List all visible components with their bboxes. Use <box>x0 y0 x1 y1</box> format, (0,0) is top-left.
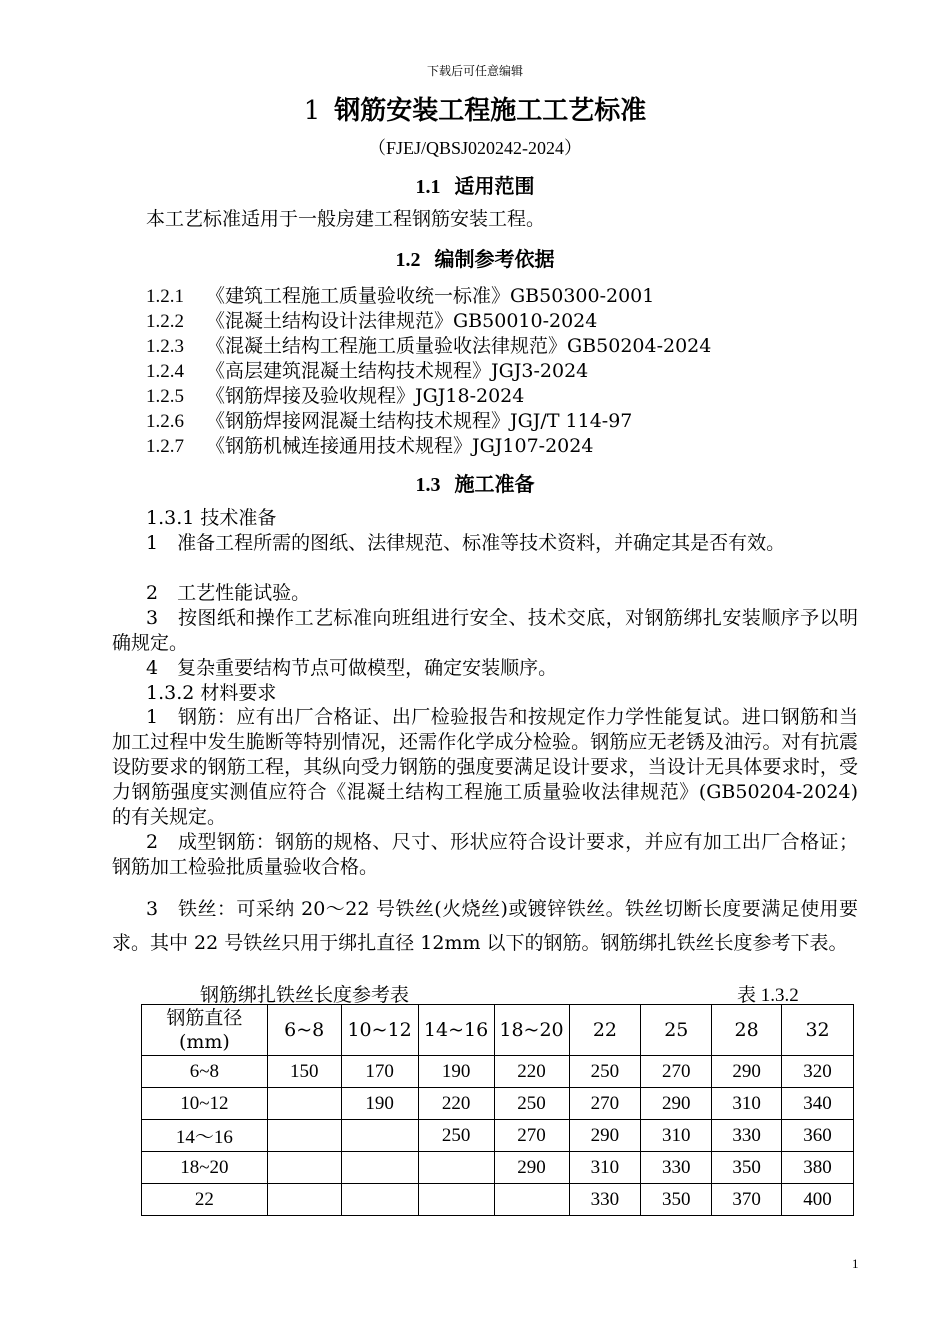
section-number: 1.2 <box>395 249 421 271</box>
table-cell: 270 <box>494 1120 569 1152</box>
table-header-cell: 10~12 <box>341 1005 418 1056</box>
table-header-cell: 6~8 <box>267 1005 341 1056</box>
subsection-1-3-1: 1.3.1 技术准备 <box>146 507 277 529</box>
reference-item <box>146 306 597 333</box>
reference-item <box>146 356 588 383</box>
title-number: 1 <box>303 96 321 126</box>
reference-item <box>146 331 711 358</box>
table-cell <box>494 1184 569 1216</box>
table-header-cell: 14~16 <box>418 1005 494 1056</box>
table-cell: 290 <box>494 1152 569 1184</box>
table-cell <box>341 1184 418 1216</box>
table-cell: 250 <box>418 1120 494 1152</box>
table-cell <box>267 1088 341 1120</box>
table-cell: 290 <box>569 1120 641 1152</box>
table-header-cell: 25 <box>641 1005 712 1056</box>
table-row <box>142 1088 854 1120</box>
section-title: 编制参考依据 <box>434 247 555 271</box>
reference-number: 1.2.5 <box>146 386 184 407</box>
table-cell: 360 <box>782 1120 854 1152</box>
table-cell: 170 <box>341 1056 418 1088</box>
table-row <box>142 1056 854 1088</box>
table-cell: 290 <box>641 1088 712 1120</box>
reference-number: 1.2.7 <box>146 436 184 457</box>
table-row <box>142 1120 854 1152</box>
section-1-1-heading <box>0 170 950 199</box>
table-cell <box>267 1152 341 1184</box>
table-header-row <box>142 1005 854 1056</box>
reference-number: 1.2.2 <box>146 311 184 332</box>
reference-title: 《混凝土结构设计法律规范》GB50010-2024 <box>206 310 598 332</box>
table-cell: 290 <box>712 1056 782 1088</box>
section-1-1-body: 本工艺标准适用于一般房建工程钢筋安装工程。 <box>146 208 546 230</box>
table-cell: 14～16 <box>142 1120 268 1152</box>
table-cell <box>267 1184 341 1216</box>
section-title: 适用范围 <box>454 174 535 198</box>
table-cell <box>341 1120 418 1152</box>
reference-number: 1.2.1 <box>146 286 184 307</box>
table-cell: 270 <box>641 1056 712 1088</box>
table-header-cell: 28 <box>712 1005 782 1056</box>
table-cell <box>418 1152 494 1184</box>
section-1-2-heading <box>0 243 950 272</box>
reference-number: 1.2.3 <box>146 336 184 357</box>
table-header-cell: 18~20 <box>494 1005 569 1056</box>
section-number: 1.1 <box>415 176 441 198</box>
table-cell: 220 <box>418 1088 494 1120</box>
wire-length-table <box>141 1004 854 1216</box>
reference-title: 《钢筋焊接网混凝土结构技术规程》JGJ/T 114-97 <box>206 410 633 432</box>
table-header-cell: 钢筋直径(mm) <box>142 1005 268 1056</box>
table-cell: 6~8 <box>142 1056 268 1088</box>
table-cell: 190 <box>418 1056 494 1088</box>
section-title: 施工准备 <box>454 472 535 496</box>
table-cell: 190 <box>341 1088 418 1120</box>
table-cell: 10~12 <box>142 1088 268 1120</box>
reference-number: 1.2.4 <box>146 361 184 382</box>
table-header-cell: 32 <box>782 1005 854 1056</box>
table-row <box>142 1152 854 1184</box>
document-title <box>0 90 950 127</box>
table-cell: 330 <box>641 1152 712 1184</box>
table-cell: 270 <box>569 1088 641 1120</box>
table-caption: 钢筋绑扎铁丝长度参考表 <box>200 984 410 1006</box>
table-cell: 400 <box>782 1184 854 1216</box>
reference-number: 1.2.6 <box>146 411 184 432</box>
table-header-cell: 22 <box>569 1005 641 1056</box>
table-cell: 320 <box>782 1056 854 1088</box>
table-cell: 350 <box>712 1152 782 1184</box>
table-cell: 250 <box>494 1088 569 1120</box>
table-cell: 310 <box>712 1088 782 1120</box>
table-cell: 330 <box>712 1120 782 1152</box>
reference-title: 《混凝土结构工程施工质量验收法律规范》GB50204-2024 <box>206 335 712 357</box>
paragraph-6: 2 成型钢筋：钢筋的规格、尺寸、形状应符合设计要求，并应有加工出厂合格证；钢筋加工检验批质量验收合格。 <box>112 831 858 878</box>
table-cell <box>341 1152 418 1184</box>
table-cell: 22 <box>142 1184 268 1216</box>
page-number: 1 <box>852 1256 859 1271</box>
reference-title: 《建筑工程施工质量验收统一标准》GB50300-2001 <box>206 285 655 307</box>
reference-item <box>146 281 654 308</box>
table-cell: 370 <box>712 1184 782 1216</box>
table-row <box>142 1184 854 1216</box>
table-cell: 220 <box>494 1056 569 1088</box>
reference-title: 《钢筋机械连接通用技术规程》JGJ107-2024 <box>206 435 594 457</box>
reference-title: 《高层建筑混凝土结构技术规程》JGJ3-2024 <box>206 360 589 382</box>
paragraph-3: 3 按图纸和操作工艺标准向班组进行安全、技术交底，对钢筋绑扎安装顺序予以明确规定。 <box>112 607 858 654</box>
paragraph-7: 3 铁丝：可采纳 20～22 号铁丝(火烧丝)或镀锌铁丝。铁丝切断长度要满足使用要求。其中 22 号铁丝只用于绑扎直径 12mm 以下的钢筋。钢筋绑扎铁丝长度参考下表。 <box>112 898 858 954</box>
table-cell <box>418 1184 494 1216</box>
table-cell: 380 <box>782 1152 854 1184</box>
table-cell: 250 <box>569 1056 641 1088</box>
reference-title: 《钢筋焊接及验收规程》JGJ18-2024 <box>206 385 525 407</box>
reference-item <box>146 381 524 408</box>
paragraph-2: 2 工艺性能试验。 <box>146 582 311 604</box>
paragraph-5: 1 钢筋：应有出厂合格证、出厂检验报告和按规定作力学性能复试。进口钢筋和当加工过程中发生脆断等特别情况，还需作化学成分检验。钢筋应无老锈及油污。对有抗震设防要求的钢筋工程，其纵向受力钢筋的强度要满足设计要求，当设计无具体要求时，受力钢筋强度实测值应符合《混凝土结构工程施工质量验收法律规范》(GB50204-2024)的有关规定。 <box>112 706 858 828</box>
standard-code: （FJEJ/QBSJ020242-2024） <box>367 138 583 158</box>
table-cell <box>267 1120 341 1152</box>
table-cell: 340 <box>782 1088 854 1120</box>
title-text: 钢筋安装工程施工工艺标准 <box>334 96 647 126</box>
table-cell: 18~20 <box>142 1152 268 1184</box>
subsection-1-3-2: 1.3.2 材料要求 <box>146 682 277 704</box>
section-number: 1.3 <box>415 474 441 496</box>
table-cell: 330 <box>569 1184 641 1216</box>
section-1-3-heading <box>0 468 950 497</box>
reference-item <box>146 406 632 433</box>
paragraph-1: 1 准备工程所需的图纸、法律规范、标准等技术资料，并确定其是否有效。 <box>146 532 786 554</box>
reference-item <box>146 431 593 458</box>
table-cell: 310 <box>569 1152 641 1184</box>
table-cell: 310 <box>641 1120 712 1152</box>
page-header: 下载后可任意编辑 <box>426 64 523 78</box>
table-cell: 150 <box>267 1056 341 1088</box>
paragraph-4: 4 复杂重要结构节点可做模型，确定安装顺序。 <box>146 657 558 679</box>
table-cell: 350 <box>641 1184 712 1216</box>
table-number: 表 1.3.2 <box>737 985 799 1006</box>
